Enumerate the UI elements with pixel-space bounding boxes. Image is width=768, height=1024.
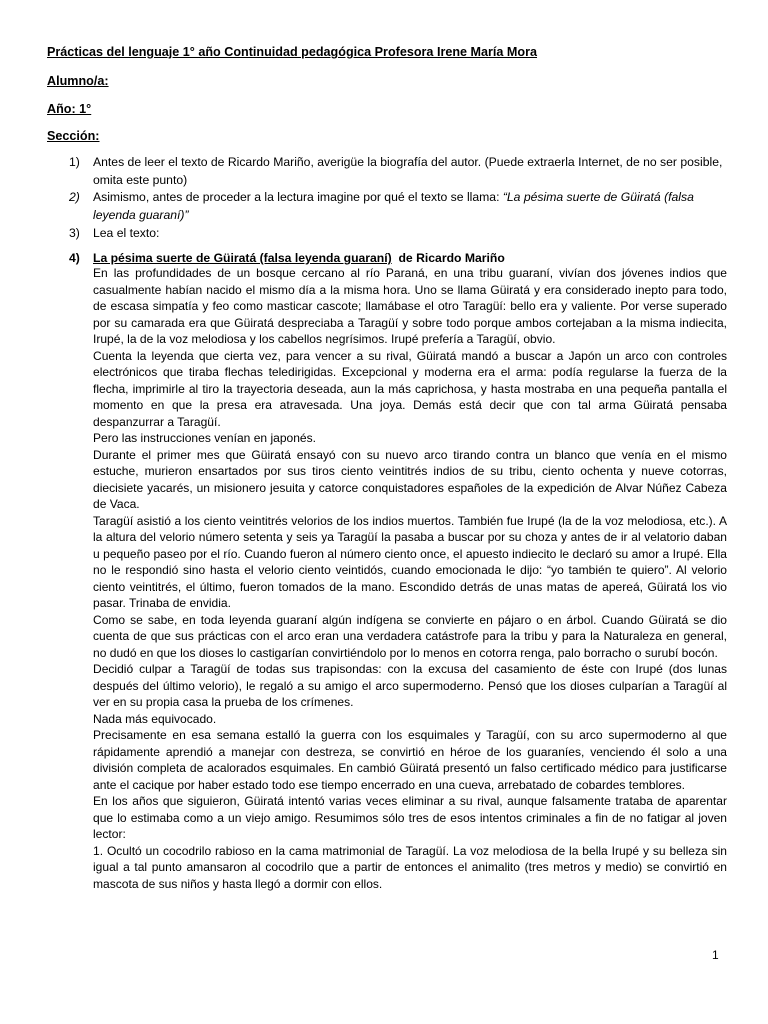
- story-paragraph: Cuenta la leyenda que cierta vez, para vencer a su rival, Güiratá mandó a buscar a Japón un arco con controles electrónicos que tiraba flechas teledirigidas. Excepcional y moderna era el arma: podía regularse la fuerza de la flecha, imprimirle al tiro la trayectoria deseada, aun la más caprichosa, y hasta mostraba en una pequeña pantalla el momento en que la presa era atravesada. Una joya. Demás está decir que con tal arma Güiratá pensaba despanzurrar a Taragüí.: [93, 348, 727, 429]
- story-paragraph: Taragüí asistió a los ciento veintitrés velorios de los indios muertos. También fue Irupé (la de la voz melodiosa, etc.). A la altura del velorio número setenta y seis ya Taragüí la pasaba a buscar por su choza y antes de ir al velatorio daban u pequeño paseo por el río. Cuando fueron al número ciento once, el apuesto indiecito le declaró su amor a Irupé. Ella no le respondió sino hasta el velorio ciento veintidós, cuando emocionada le dijo: “yo también te quiero”. Al velorio ciento veintitrés, el último, fueron tomados de la mano. Escondido detrás de unas matas de apereá, Güiratá los vio pasar. Trinaba de envidia.: [93, 513, 727, 610]
- story-paragraph: Decidió culpar a Taragüí de todas sus trapisondas: con la excusa del casamiento de éste con Irupé (dos lunas después del último velorio), le regaló a su amigo el arco supermoderno. Pensó que los dioses culparían a Taragüí al ver en su propia casa la prueba de los crímenes.: [93, 662, 727, 709]
- instruction-number: 4): [69, 251, 80, 265]
- instruction-text-wrapper: [93, 188, 727, 225]
- story-author: de Ricardo Mariño: [391, 251, 505, 265]
- story-body: [93, 265, 727, 892]
- story-paragraph: En los años que siguieron, Güiratá intentó varias veces eliminar a su rival, aunque falsamente trataba de aparentar que lo estimaba como a un viejo amigo. Resumimos sólo tres de esos intentos criminales a fin de no fatigar al joven lector:: [93, 794, 727, 841]
- story-paragraph: Nada más equivocado.: [93, 711, 217, 726]
- year-field-label: Año: 1°: [47, 102, 92, 116]
- instruction-number: 3): [69, 226, 80, 240]
- instruction-item-2: [47, 188, 727, 225]
- instruction-item-1: [47, 153, 727, 190]
- story-paragraph: Como se sabe, en toda leyenda guaraní algún indígena se convierte en pájaro o en árbol. Cuando Güiratá se dio cuenta de que sus prácticas con el arco eran una verdadera catástrofe para la tribu y para la Naturaleza en general, no dudó en que los dioses lo castigarían convirtiéndolo por lo menos en cotorra renga, palo borracho o surubí bocón.: [93, 612, 727, 660]
- instruction-text: Antes de leer el texto de Ricardo Mariño, averigüe la biografía del autor. (Puede extraerla Internet, de no ser posible, omita este punto): [93, 155, 723, 188]
- document-title: Prácticas del lenguaje 1° año Continuidad pedagógica Profesora Irene María Mora: [47, 45, 538, 59]
- story-paragraph: Pero las instrucciones venían en japonés.: [93, 431, 317, 445]
- section-field-label: Sección:: [47, 129, 100, 143]
- story-title: La pésima suerte de Güiratá (falsa leyenda guaraní): [93, 251, 392, 265]
- instruction-number: 2): [69, 190, 80, 204]
- story-paragraph: 1. Ocultó un cocodrilo rabioso en la cama matrimonial de Taragüí. La voz melodiosa de la bella Irupé y su belleza sin igual a tal punto amansaron al cocodrilo que a partir de entonces el animalito (tres metros y medio) se convirtió en mascota de sus niños y hasta llegó a dormir con ellos.: [93, 843, 727, 891]
- instruction-text: Asimismo, antes de proceder a la lectura imagine por qué el texto se llama:: [93, 190, 503, 204]
- story-paragraph: Precisamente en esa semana estalló la guerra con los esquimales y Taragüí, con su arco supermoderno al que rápidamente aprendió a manejar con destreza, se convirtió en héroe de los guaraníes, venciendo él solo a una división completa de acalorados esquimales. En cambió Güiratá presentó un falso certificado médico para justificarse ante el cacique por haber estado todo ese tiempo encerrado en una cueva, arrebatado de cobardes temblores.: [93, 728, 727, 792]
- instruction-quote: “La pésima suerte de Güiratá (falsa leyenda guaraní)”: [93, 190, 694, 223]
- story-paragraph: Durante el primer mes que Güiratá ensayó con su nuevo arco tirando contra un blanco que venía en el mismo estuche, murieron ensartados por sus tiros ciento veintitrés indios de su tribu, ciento ochenta y nueve cotorras, diecisiete yacarés, un misionero jesuita y catorce conquistadores españoles de la expedición de Alvar Núñez Cabeza de Vaca.: [93, 447, 727, 511]
- instruction-number: 1): [69, 155, 80, 169]
- page-number: 1: [712, 948, 719, 962]
- instruction-text: Lea el texto:: [93, 226, 160, 240]
- story-paragraph: En las profundidades de un bosque cercano al río Paraná, en una tribu guaraní, vivían dos jóvenes indios que casualmente habían nacido el mismo día a la misma hora. Uno se llama Güiratá y era considerado inepto para todo, de escasa simpatía y feo como masticar cascote; llamábase el otro Taragüí: bello era y valiente. Por verse superado por su camarada era que Güiratá despreciaba a Taragüí y sobre todo porque ambos cortejaban a la misma indiecita, Irupé, la de la voz melodiosa y los cabellos negrísimos. Irupé prefería a Taragüí, obvio.: [93, 266, 727, 346]
- instruction-item-3: [47, 224, 727, 242]
- student-field-label: Alumno/a:: [47, 74, 109, 88]
